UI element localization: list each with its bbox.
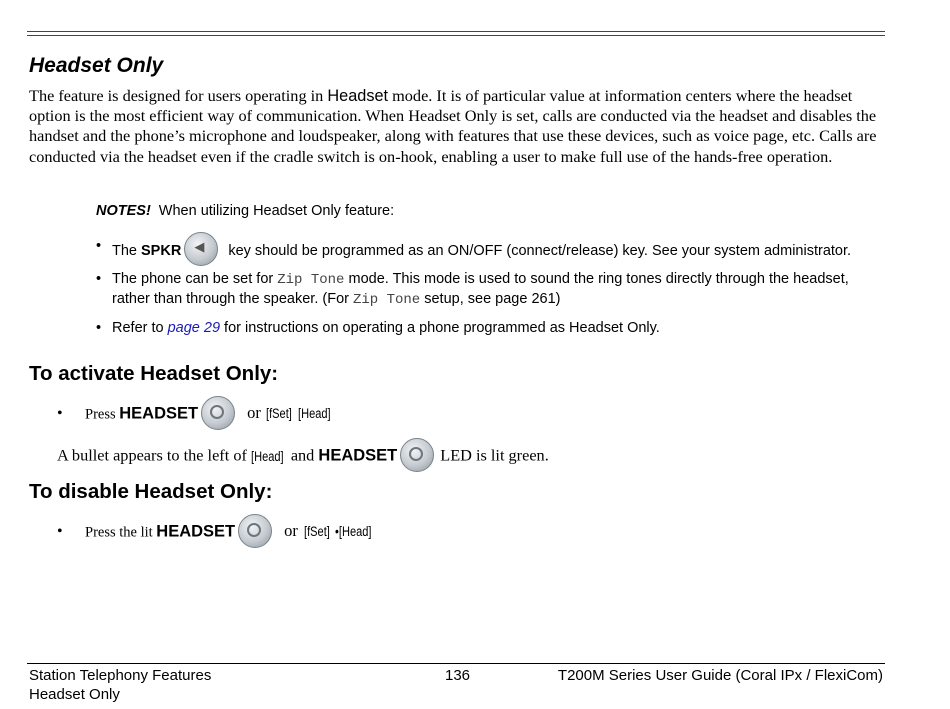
activate-result — [57, 440, 549, 474]
press-text: Press the lit — [85, 524, 157, 541]
footer-section: Station Telephony Features — [29, 667, 212, 684]
or-text: or — [247, 403, 261, 423]
notes-item-refer — [96, 316, 876, 340]
result-text: A bullet appears to the left of — [57, 445, 251, 465]
page-29-link[interactable]: page 29 — [167, 320, 221, 336]
activate-step — [57, 398, 333, 432]
notes-item-zip-tone — [96, 270, 876, 310]
notes-item-text: key should be programmed as an ON/OFF (connect/release) key. See your system administrator. — [224, 242, 852, 259]
bullet: • — [57, 405, 63, 423]
disable-step — [57, 516, 375, 550]
headset-key-icon[interactable] — [201, 396, 235, 430]
intro-paragraph — [29, 86, 887, 167]
bullet: • — [96, 271, 102, 287]
footer-rule — [27, 663, 885, 664]
notes-header — [96, 203, 394, 219]
headset-key-label: HEADSET — [156, 522, 236, 541]
headset-key-label: HEADSET — [318, 446, 398, 465]
zip-tone-code: Zip Tone — [277, 272, 345, 288]
softkey-head-active[interactable]: •[Head] — [334, 524, 372, 540]
speaker-key-icon: ◀ — [184, 232, 218, 266]
footer-page-number: 136 — [445, 667, 471, 684]
softkey-fset[interactable]: [fSet] — [266, 406, 293, 422]
notes-item-text: setup, see page 261) — [420, 291, 561, 307]
disable-heading: To disable Headset Only: — [29, 480, 273, 503]
notes-lead: When utilizing Headset Only feature: — [158, 203, 395, 219]
spkr-key-label: SPKR — [141, 242, 182, 259]
softkey-fset[interactable]: [fSet] — [303, 524, 330, 540]
notes-list — [96, 234, 876, 342]
notes-item-spkr — [96, 234, 876, 268]
header-rule-top — [27, 31, 885, 32]
notes-item-text: Refer to — [112, 320, 168, 336]
result-text: LED is lit green. — [440, 445, 549, 465]
activate-heading: To activate Headset Only: — [29, 362, 279, 385]
notes-item-text: The — [112, 242, 142, 259]
bullet: • — [57, 523, 63, 541]
footer-document-title: T200M Series User Guide (Coral IPx / FlexiCom) — [557, 667, 883, 684]
zip-tone-code: Zip Tone — [353, 292, 421, 308]
notes-label: NOTES! — [96, 203, 151, 219]
bullet: • — [96, 238, 102, 254]
page-title: Headset Only — [29, 54, 164, 77]
headset-key-icon[interactable] — [238, 514, 272, 548]
intro-text-2: mode. It is of particular value at information centers where the headset option is the most efficient way of communication. When Headset Only is set, calls are conducted via the headset and disables the handset and the phone’s microphone and loudspeaker, along with features that use these devices, such as voice page, etc. Calls are conducted via the headset even if the cradle switch is on-hook, enabling a user to make full use of the hands-free operation. — [29, 86, 877, 166]
notes-item-text: mode. This mode is used to sound the ring tones directly through the headset, rather than through the speaker. (For — [112, 271, 849, 307]
result-text: and — [286, 445, 319, 465]
bullet: • — [96, 320, 102, 336]
notes-item-text: for instructions on operating a phone programmed as Headset Only. — [220, 320, 660, 336]
softkey-head[interactable]: [Head] — [297, 406, 331, 422]
notes-item-text: The phone can be set for — [112, 271, 278, 287]
headset-key-label: HEADSET — [119, 404, 199, 423]
press-text: Press — [85, 406, 120, 423]
footer-topic: Headset Only — [29, 686, 120, 703]
intro-headset-word: Headset — [327, 87, 389, 105]
intro-text-1: The feature is designed for users operating in — [29, 86, 328, 105]
header-rule-bottom — [27, 35, 885, 36]
headset-key-icon — [400, 438, 434, 472]
or-text: or — [284, 521, 298, 541]
softkey-head: [Head] — [250, 448, 284, 464]
